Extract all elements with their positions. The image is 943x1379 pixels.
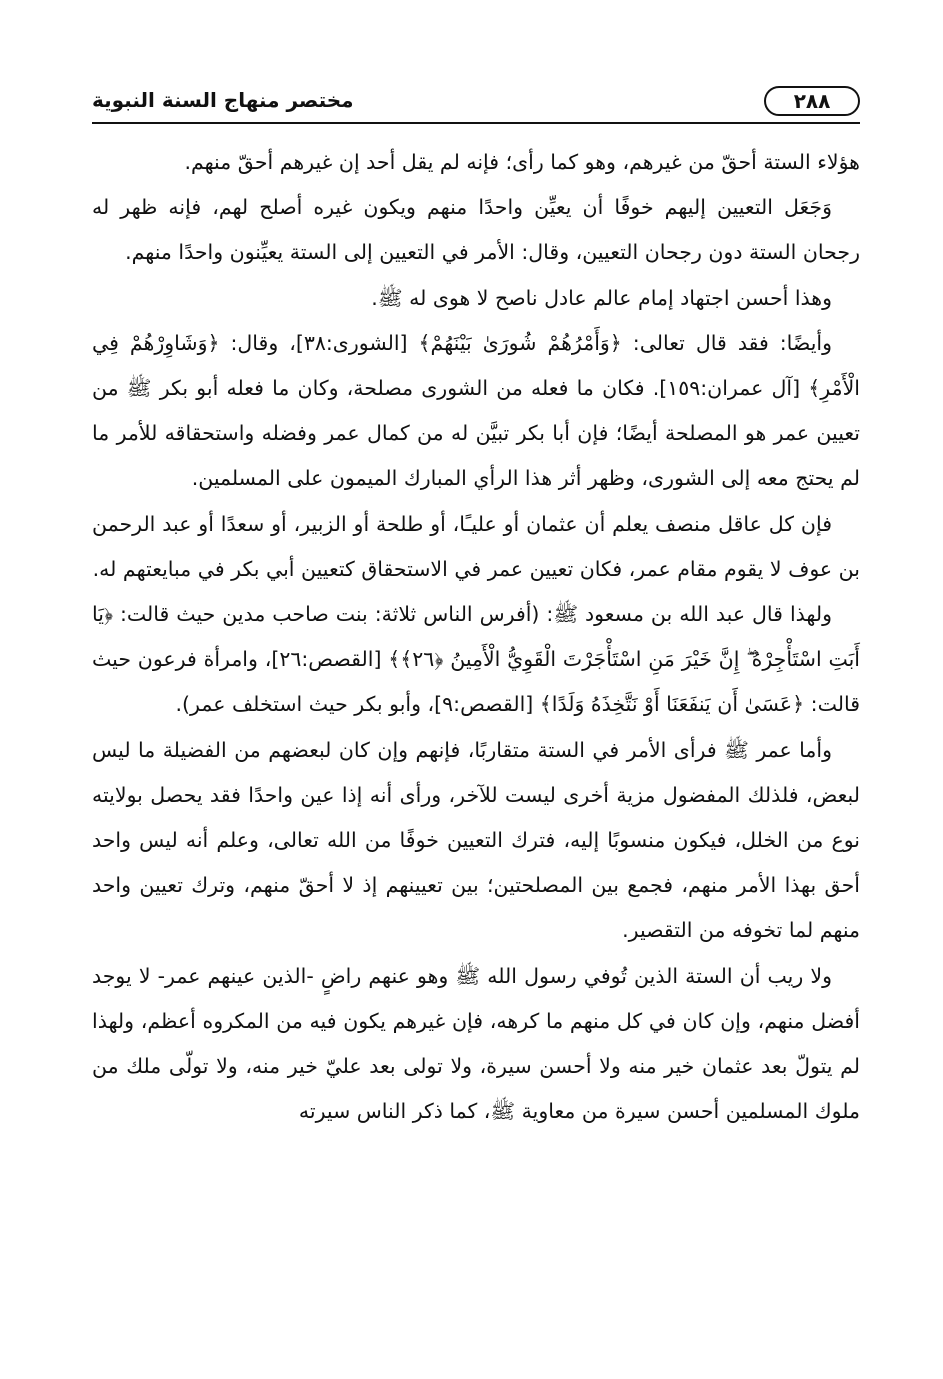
paragraph: ولهذا قال عبد الله بن مسعود ﷺ: (أفرس الناس ثلاثة: بنت صاحب مدين حيث قالت: ﴿يَا أَبَتِ اسْتَأْجِرْهُ ۖ إِنَّ خَيْرَ مَنِ اسْتَأْجَرْتَ الْقَوِيُّ الْأَمِينُ ﴿٢٦﴾﴾ [القصص:٢٦]، وامرأة فرعون حيث قالت: ﴿عَسَىٰ أَن يَنفَعَنَا أَوْ نَتَّخِذَهُ وَلَدًا﴾ [القصص:٩]، وأبو بكر حيث استخلف عمر). xyxy=(92,602,860,717)
paragraph: ولا ريب أن الستة الذين تُوفي رسول الله ﷺ وهو عنهم راضٍ -الذين عينهم عمر- لا يوجد أفضل منهم، وإن كان في كل منهم ما كرهه، فإن غيرهم يكون فيه من المكروه أعظم، ولهذا لم يتولّ بعد عثمان خير منه ولا أحسن سيرة، ولا تولى بعد عليّ خير منه، ولا تولّى ملك من ملوك المسلمين أحسن سيرة من معاوية ﷺ، كما ذكر الناس سيرته xyxy=(92,963,860,1124)
paragraph: هؤلاء الستة أحقّ من غيرهم، وهو كما رأى؛ فإنه لم يقل أحد إن غيرهم أحقّ منهم. xyxy=(184,150,860,174)
paragraph: وأيضًا: فقد قال تعالى: ﴿وَأَمْرُهُمْ شُورَىٰ بَيْنَهُمْ﴾ [الشورى:٣٨]، وقال: ﴿وَشَاوِرْهُمْ فِي الْأَمْرِ﴾ [آل عمران:١٥٩]. فكان ما فعله من الشورى مصلحة، وكان ما فعله أبو بكر ﷺ من تعيين عمر هو المصلحة أيضًا؛ فإن أبا بكر تبيَّن له من كمال عمر وفضله واستحقاقه للأمر ما لم يحتج معه إلى الشورى، وظهر أثر هذا الرأي المبارك الميمون على المسلمين. xyxy=(92,330,860,491)
page-header xyxy=(92,84,860,124)
paragraph: وأما عمر ﷺ فرأى الأمر في الستة متقاربًا، فإنهم وإن كان لبعضهم من الفضيلة ما ليس لبعض، فلذلك المفضول مزية أخرى ليست للآخر، ورأى أنه إذا عين واحدًا فقد يحصل بولايته نوع من الخلل، فيكون منسوبًا إليه، فترك التعيين خوفًا من الله تعالى، وعلم أنه ليس واحد أحق بهذا الأمر منهم، فجمع بين المصلحتين؛ بين تعيينهم إذ لا أحقّ منهم، وترك تعيين واحد منهم لما تخوفه من التقصير. xyxy=(92,737,860,943)
page-body xyxy=(92,140,860,1134)
paragraph: فإن كل عاقل منصف يعلم أن عثمان أو عليـًا، أو طلحة أو الزبير، أو سعدًا أو عبد الرحمن بن عوف لا يقوم مقام عمر، فكان تعيين عمر في الاستحقاق كتعيين أبي بكر في مبايعتهم له. xyxy=(92,511,860,581)
paragraph: وهذا أحسن اجتهاد إمام عالم عادل ناصح لا هوى له ﷺ. xyxy=(371,285,832,310)
page-number-badge: ٢٨٨ xyxy=(764,86,860,116)
paragraph: وَجَعَل التعيين إليهم خوفًا أن يعيِّن واحدًا منهم ويكون غيره أصلح لهم، فإنه ظهر له رجحان الستة دون رجحان التعيين، وقال: الأمر في التعيين إلى الستة يعيِّنون واحدًا منهم. xyxy=(92,195,860,265)
book-title: مختصر منهاج السنة النبوية xyxy=(92,88,354,112)
header-divider xyxy=(92,122,860,124)
